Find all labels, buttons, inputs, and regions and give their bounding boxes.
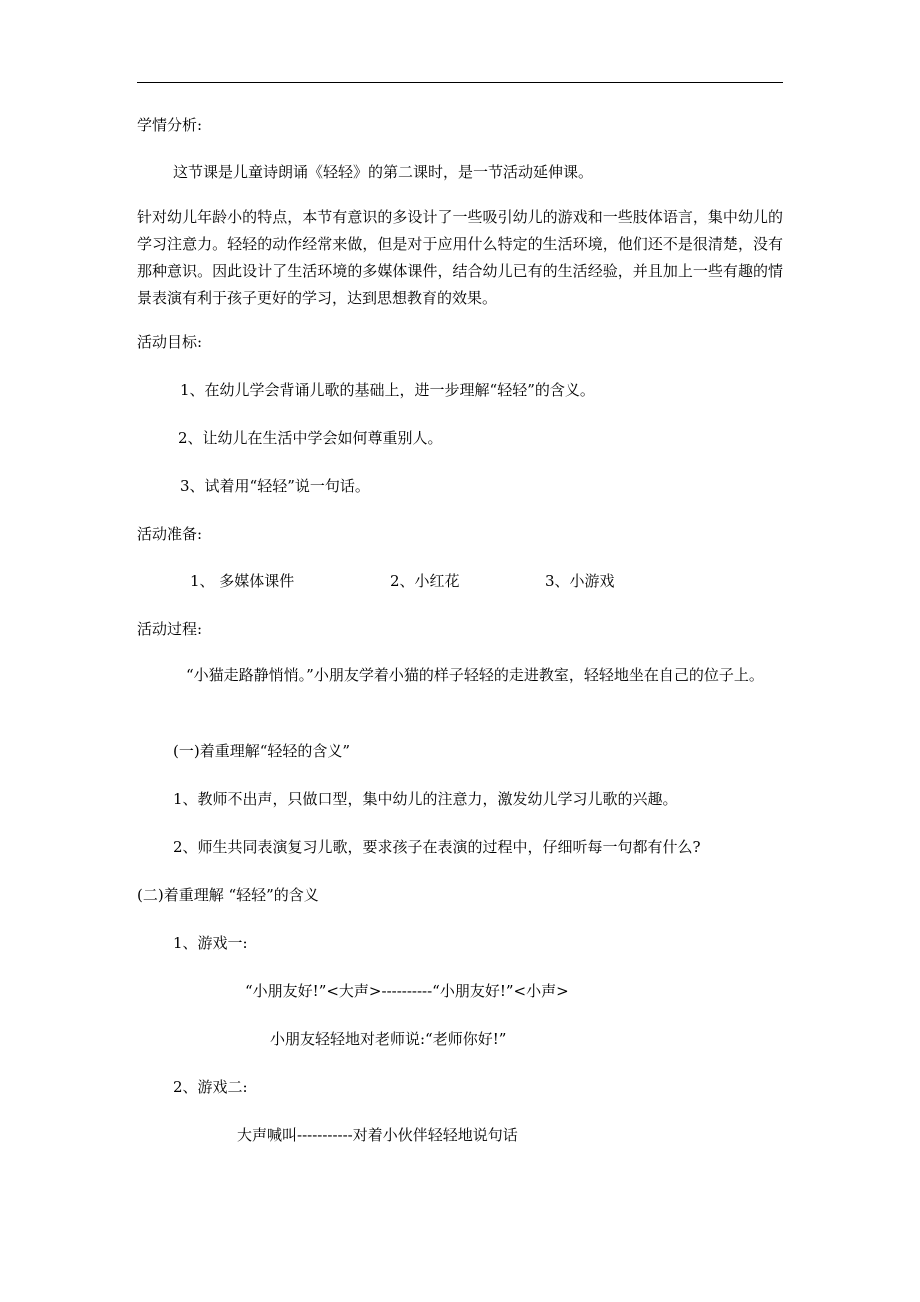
- game1-label: 1、游戏一:: [173, 934, 248, 952]
- section1-item: 2、师生共同表演复习儿歌，要求孩子在表演的过程中，仔细听每一句都有什么?: [173, 838, 701, 856]
- goal-item: 1、在幼儿学会背诵儿歌的基础上，进一步理解“轻轻”的含义。: [180, 381, 595, 399]
- analysis-body: 针对幼儿年龄小的特点，本节有意识的多设计了一些吸引幼儿的游戏和一些肢体语言，集中幼儿的学习注意力。轻轻的动作经常来做，但是对于应用什么特定的生活环境，他们还不是很清楚，没有那种意识。因此设计了生活环境的多媒体课件，结合幼儿已有的生活经验，并且加上一些有趣的情景表演有利于孩子更好的学习，达到思想教育的效果。: [137, 208, 783, 307]
- prep-item: 2、小红花: [390, 572, 460, 590]
- header-rule: [137, 82, 783, 83]
- game2-line: 大声喊叫-----------对着小伙伴轻轻地说句话: [237, 1126, 518, 1144]
- analysis-intro: 这节课是儿童诗朗诵《轻轻》的第二课时，是一节活动延伸课。: [173, 163, 594, 181]
- section1-item: 1、教师不出声，只做口型，集中幼儿的注意力，激发幼儿学习儿歌的兴趣。: [173, 790, 678, 808]
- heading-process: 活动过程:: [137, 620, 203, 638]
- heading-goals: 活动目标:: [137, 333, 203, 351]
- game1-line: 小朋友轻轻地对老师说:“老师你好!”: [270, 1030, 507, 1048]
- game2-label: 2、游戏二:: [173, 1078, 248, 1096]
- section1-title: (一)着重理解“轻轻的含义”: [173, 742, 351, 760]
- section2-title: (二)着重理解 “轻轻”的含义: [137, 886, 319, 904]
- prep-item: 3、小游戏: [545, 572, 615, 590]
- goal-item: 3、试着用“轻轻”说一句话。: [180, 477, 370, 495]
- goal-item: 2、让幼儿在生活中学会如何尊重别人。: [178, 429, 443, 447]
- heading-prep: 活动准备:: [137, 525, 203, 543]
- heading-analysis: 学情分析:: [137, 116, 203, 134]
- game1-line: “小朋友好!”<大声>----------“小朋友好!”<小声>: [245, 982, 569, 1000]
- process-intro: “小猫走路静悄悄。”小朋友学着小猫的样子轻轻的走进教室，轻轻地坐在自己的位子上。: [186, 666, 764, 684]
- prep-item: 1、 多媒体课件: [190, 572, 295, 590]
